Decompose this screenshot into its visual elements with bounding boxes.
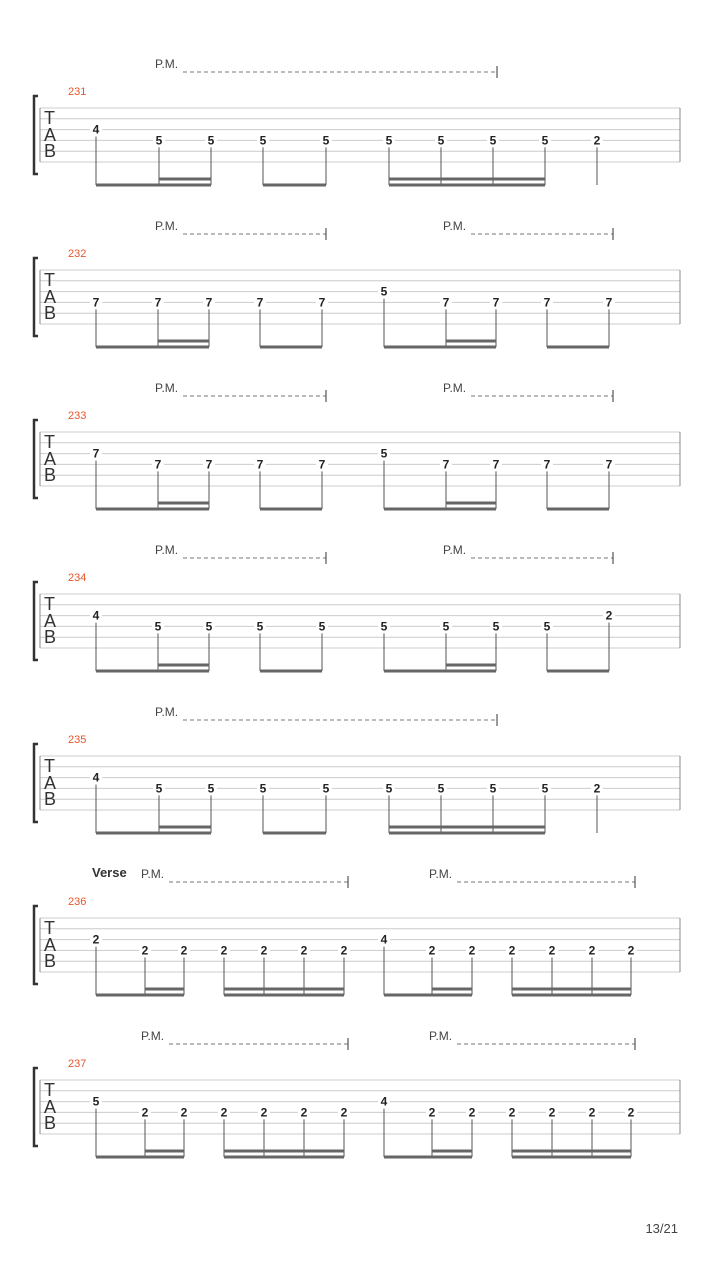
fret-number: 5 [489,133,497,148]
fret-number: 2 [468,943,476,958]
tab-system [34,381,680,509]
fret-number: 4 [92,770,100,785]
fret-number: 5 [385,133,393,148]
fret-number: 5 [492,619,500,634]
fret-number: 2 [220,1105,228,1120]
measure-number: 233 [68,410,87,422]
fret-number: 2 [180,1105,188,1120]
fret-number: 7 [442,457,450,472]
fret-number: 5 [442,619,450,634]
fret-number: 5 [256,619,264,634]
fret-number: 2 [300,943,308,958]
tab-system [34,543,680,671]
tab-clef-letter: B [44,1113,57,1133]
fret-number: 7 [605,457,613,472]
tab-system [34,705,680,833]
fret-number: 5 [155,781,163,796]
system-bracket [34,744,38,822]
fret-number: 5 [541,133,549,148]
system-bracket [34,906,38,984]
tab-clef-letter: T [44,918,55,938]
fret-number: 2 [300,1105,308,1120]
fret-number: 5 [437,133,445,148]
palm-mute-label: P.M. [141,867,165,881]
fret-number: 5 [322,781,330,796]
fret-number: 2 [627,943,635,958]
fret-number: 7 [442,295,450,310]
fret-number: 5 [322,133,330,148]
palm-mute-label: P.M. [141,1029,165,1043]
fret-number: 2 [92,932,100,947]
fret-number: 2 [548,943,556,958]
fret-number: 2 [588,943,596,958]
fret-number: 2 [260,1105,268,1120]
fret-number: 4 [92,122,100,137]
fret-number: 5 [543,619,551,634]
tab-clef-letter: B [44,465,57,485]
tab-system [34,865,680,995]
fret-number: 2 [428,1105,436,1120]
fret-number: 2 [627,1105,635,1120]
system-bracket [34,420,38,498]
fret-number: 5 [380,446,388,461]
fret-number: 5 [207,781,215,796]
palm-mute-label: P.M. [155,543,179,557]
fret-number: 2 [588,1105,596,1120]
palm-mute-label: P.M. [155,57,179,71]
fret-number: 5 [380,619,388,634]
palm-mute-label: P.M. [155,705,179,719]
fret-number: 7 [543,295,551,310]
tab-system [34,219,680,347]
tab-system [34,57,680,185]
fret-number: 4 [92,608,100,623]
measure-number: 232 [68,248,87,260]
fret-number: 7 [154,457,162,472]
palm-mute-label: P.M. [443,219,467,233]
measure-number: 234 [68,572,87,584]
fret-number: 5 [318,619,326,634]
palm-mute-label: P.M. [429,1029,453,1043]
fret-number: 4 [380,1094,388,1109]
fret-number: 2 [468,1105,476,1120]
fret-number: 2 [340,1105,348,1120]
tab-clef-letter: A [44,773,57,793]
tab-clef-letter: A [44,125,57,145]
tab-clef-letter: A [44,449,57,469]
fret-number: 7 [154,295,162,310]
measure-number: 237 [68,1058,87,1070]
measure-number: 231 [68,86,87,98]
fret-number: 5 [155,133,163,148]
fret-number: 7 [318,295,326,310]
fret-number: 2 [220,943,228,958]
palm-mute-label: P.M. [443,543,467,557]
tab-clef-letter: A [44,611,57,631]
tab-clef-letter: B [44,303,57,323]
fret-number: 4 [380,932,388,947]
tab-clef-letter: T [44,756,55,776]
tab-clef-letter: A [44,1097,57,1117]
fret-number: 2 [260,943,268,958]
tab-clef-letter: B [44,951,57,971]
system-bracket [34,1068,38,1146]
fret-number: 2 [593,133,601,148]
fret-number: 7 [318,457,326,472]
fret-number: 5 [92,1094,100,1109]
tab-clef-letter: T [44,1080,55,1100]
tab-clef-letter: B [44,627,57,647]
fret-number: 2 [593,781,601,796]
system-bracket [34,96,38,174]
fret-number: 2 [548,1105,556,1120]
fret-number: 2 [605,608,613,623]
fret-number: 7 [256,457,264,472]
fret-number: 7 [605,295,613,310]
fret-number: 2 [508,1105,516,1120]
tab-clef-letter: A [44,287,57,307]
fret-number: 7 [205,295,213,310]
fret-number: 5 [541,781,549,796]
fret-number: 5 [205,619,213,634]
fret-number: 2 [340,943,348,958]
measure-number: 236 [68,896,87,908]
fret-number: 7 [205,457,213,472]
palm-mute-label: P.M. [155,219,179,233]
tab-system [34,1029,680,1157]
fret-number: 5 [437,781,445,796]
section-label: Verse [92,865,127,880]
fret-number: 2 [141,943,149,958]
tab-clef-letter: T [44,594,55,614]
tab-clef-letter: B [44,141,57,161]
palm-mute-label: P.M. [429,867,453,881]
fret-number: 7 [92,295,100,310]
fret-number: 5 [154,619,162,634]
fret-number: 5 [385,781,393,796]
tab-clef-letter: T [44,270,55,290]
tab-clef-letter: A [44,935,57,955]
fret-number: 5 [259,781,267,796]
fret-number: 2 [180,943,188,958]
tab-clef-letter: T [44,432,55,452]
fret-number: 7 [92,446,100,461]
fret-number: 7 [256,295,264,310]
fret-number: 2 [508,943,516,958]
fret-number: 7 [543,457,551,472]
fret-number: 2 [141,1105,149,1120]
fret-number: 7 [492,295,500,310]
fret-number: 5 [207,133,215,148]
system-bracket [34,258,38,336]
fret-number: 7 [492,457,500,472]
system-bracket [34,582,38,660]
measure-number: 235 [68,734,87,746]
page-number: 13/21 [645,1221,678,1236]
fret-number: 2 [428,943,436,958]
palm-mute-label: P.M. [443,381,467,395]
tab-clef-letter: B [44,789,57,809]
palm-mute-label: P.M. [155,381,179,395]
tab-clef-letter: T [44,108,55,128]
fret-number: 5 [380,284,388,299]
fret-number: 5 [489,781,497,796]
fret-number: 5 [259,133,267,148]
